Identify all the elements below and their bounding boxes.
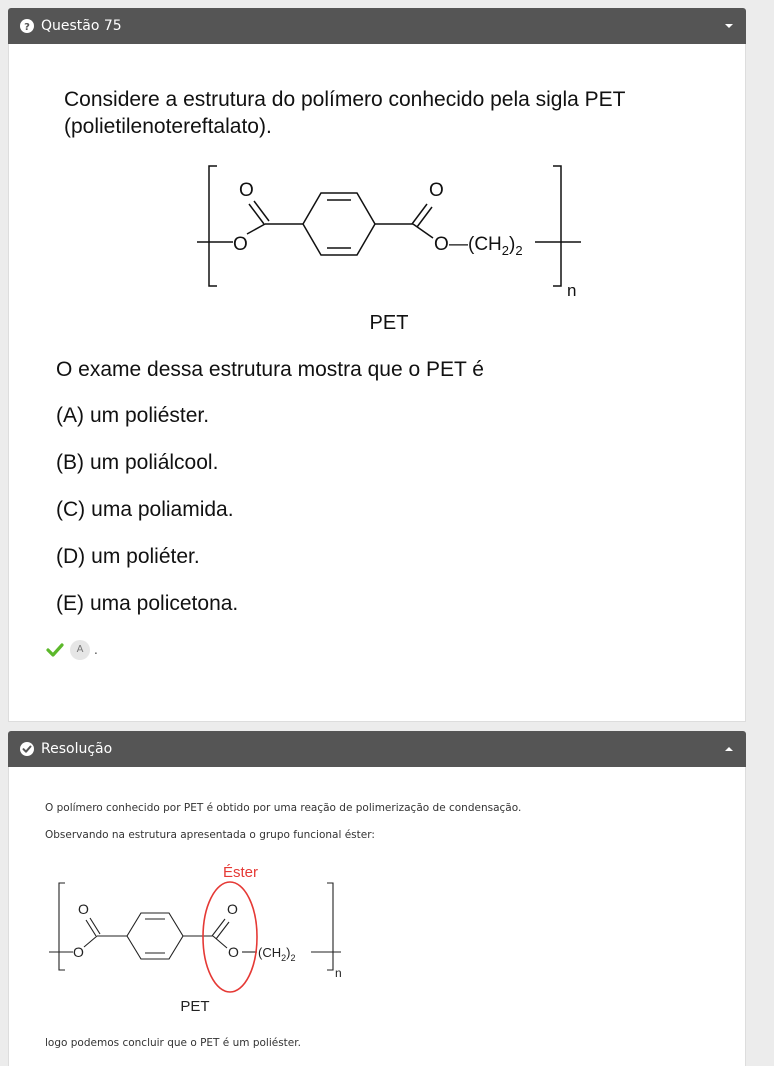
oxygen-label: O (78, 901, 89, 917)
caret-up-icon[interactable] (724, 745, 734, 753)
pet-ester-figure (45, 853, 355, 1045)
ch2-group-label: $(CH_2)_2$ (258, 945, 296, 963)
check-circle-icon (20, 742, 34, 756)
svg-text:?: ? (24, 22, 30, 33)
question-panel-header[interactable] (8, 8, 746, 44)
repeat-n-label: n (335, 966, 342, 980)
question-prompt: O exame dessa estrutura mostra que o PET é (56, 358, 484, 381)
repeat-n-label: n (567, 281, 577, 300)
ch2-group-label: $—(CH_2)_2$ (449, 234, 523, 258)
resolution-panel-body (8, 767, 746, 1066)
resolution-line-1: O polímero conhecido por PET é obtido por uma reação de polimerização de condensação. (45, 802, 522, 814)
oxygen-label: O (239, 180, 254, 201)
oxygen-label: O (73, 944, 84, 960)
resolution-conclusion: logo podemos concluir que o PET é um poliéster. (45, 1037, 301, 1049)
option-b: (B) um poliálcool. (56, 451, 219, 474)
option-c: (C) uma poliamida. (56, 498, 234, 521)
answer-badge: A (70, 640, 90, 660)
oxygen-label: O (434, 234, 449, 255)
option-a: (A) um poliéster. (56, 404, 210, 427)
oxygen-label: O (227, 901, 238, 917)
question-intro: Considere a estrutura do polímero conhecido pela sigla PET (polietilenotereftalato). (64, 88, 626, 138)
question-panel-body (8, 44, 746, 722)
correct-answer (46, 640, 98, 660)
figure-caption: PET (369, 312, 409, 334)
option-e: (E) uma policetona. (56, 592, 239, 615)
pet-structure-figure (189, 164, 609, 344)
resolution-line-2: Observando na estrutura apresentada o grupo funcional éster: (45, 829, 375, 841)
answer-options (56, 402, 238, 637)
figure-caption: PET (180, 998, 210, 1015)
answer-suffix: . (94, 643, 98, 657)
option-d: (D) um poliéter. (56, 545, 200, 568)
oxygen-label: O (429, 180, 444, 201)
checkmark-icon (46, 643, 64, 657)
caret-down-icon[interactable] (724, 22, 734, 30)
question-title: Questão 75 (41, 18, 122, 34)
question-circle-icon (20, 19, 34, 33)
oxygen-label: O (228, 944, 239, 960)
oxygen-label: O (233, 234, 248, 255)
resolution-panel-header[interactable] (8, 731, 746, 767)
resolution-title: Resolução (41, 741, 113, 757)
ester-label: Éster (223, 864, 259, 881)
